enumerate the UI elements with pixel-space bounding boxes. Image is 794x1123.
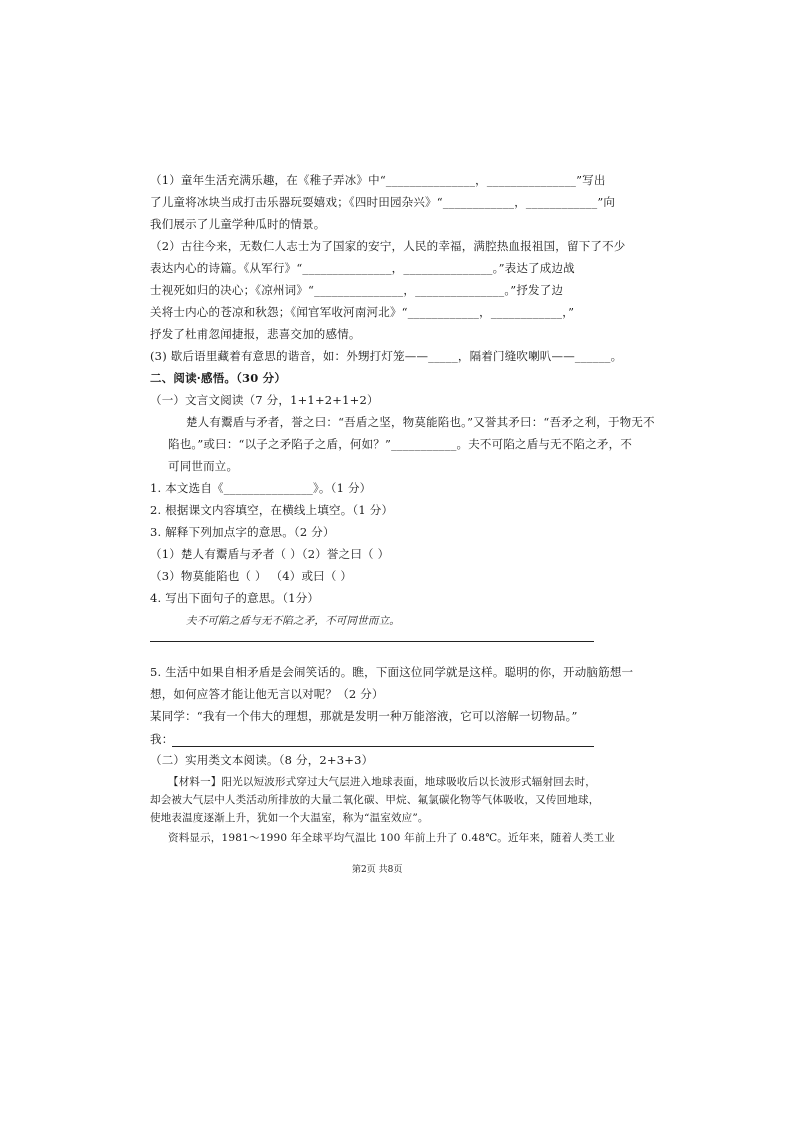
question-1-line: （1）童年生活充满乐趣，在《稚子弄冰》中“_______________，_______________”写出 bbox=[150, 173, 606, 187]
answer-line bbox=[172, 746, 594, 747]
answer-line bbox=[150, 641, 594, 642]
question-5-line: 某同学：“我有一个伟大的理想，那就是发明一种万能溶液，它可以溶解一切物品。” bbox=[150, 709, 578, 723]
sub-question: 4. 写出下面句子的意思。（1分） bbox=[150, 591, 320, 605]
subsection-heading: （二）实用类文本阅读。（8 分，2+3+3） bbox=[150, 753, 374, 767]
passage-line: 楚人有鬻盾与矛者，誉之曰：“吾盾之坚，物莫能陷也。”又誉其矛曰：“吾矛之利，于物无不 bbox=[186, 415, 655, 429]
answer-label: 我： bbox=[150, 732, 174, 746]
subsection-heading: （一）文言文阅读（7 分，1+1+2+1+2） bbox=[150, 393, 379, 407]
section-heading: 二、阅读·感悟。（30 分） bbox=[150, 371, 287, 385]
passage-line: 可同世而立。 bbox=[168, 459, 239, 473]
sub-question: （1）楚人有鬻盾与矛者（ ）（2）誉之曰（ ） bbox=[150, 547, 390, 561]
sub-question: 3. 解释下列加点字的意思。（2 分） bbox=[150, 525, 335, 539]
question-1-line: 了儿童将冰块当成打击乐器玩耍嬉戏；《四时田园杂兴》“____________，____________”向 bbox=[150, 195, 616, 209]
passage-line: 陷也。”或曰：“以子之矛陷子之盾，何如？”___________。夫不可陷之盾与无不陷之矛，不 bbox=[168, 437, 633, 451]
question-2-line: 关将士内心的苍凉和秋怨；《闻官军收河南河北》“____________，____________，” bbox=[150, 305, 575, 319]
question-5-line: 5. 生活中如果自相矛盾是会闹笑话的。瞧，下面这位同学就是这样。聪明的你，开动脑筋想一 bbox=[150, 665, 634, 679]
question-2-line: 抒发了杜甫忽闻捷报，悲喜交加的感情。 bbox=[150, 327, 361, 341]
page-footer: 第2页 共8页 bbox=[352, 865, 403, 875]
question-3-line: (3) 歇后语里藏着有意思的谐音，如：外甥打灯笼——_____，隔着门缝吹喇叭——______。 bbox=[150, 349, 623, 363]
material-line: 资料显示，1981～1990 年全球平均气温比 100 年前上升了 0.48℃。近年来，随着人类工业 bbox=[168, 832, 615, 844]
material-line: 使地表温度逐渐上升，犹如一个大温室，称为“温室效应”。 bbox=[150, 812, 429, 824]
sub-question: 1. 本文选自《_______________》。（1 分） bbox=[150, 481, 372, 495]
question-2-line: （2）古往今来，无数仁人志士为了国家的安宁，人民的幸福，满腔热血报祖国，留下了不少 bbox=[150, 239, 626, 253]
sub-question: 2. 根据课文内容填空，在横线上填空。（1 分） bbox=[150, 503, 394, 517]
sub-question: （3）物莫能陷也（ ） （4）或曰（ ） bbox=[150, 569, 353, 583]
question-2-line: 士视死如归的决心；《凉州词》“_______________，_______________。”抒发了边 bbox=[150, 283, 564, 297]
question-5-line: 想，如何应答才能让他无言以对呢？（2 分） bbox=[150, 687, 384, 701]
question-2-line: 表达内心的诗篇。《从军行》“_______________，_______________。”表达了成边战 bbox=[150, 261, 575, 275]
question-1-line: 我们展示了儿童学种瓜时的情景。 bbox=[150, 217, 326, 231]
material-line: 却会被大气层中人类活动所排放的大量二氧化碳、甲烷、氟氯碳化物等气体吸收，又传回地球， bbox=[150, 794, 600, 806]
material-line: 【材料一】阳光以短波形式穿过大气层进入地球表面，地球吸收后以长波形式辐射回去时， bbox=[168, 776, 596, 788]
quoted-sentence: 夫不可陷之盾与无不陷之矛，不可同世而立。 bbox=[186, 615, 400, 627]
